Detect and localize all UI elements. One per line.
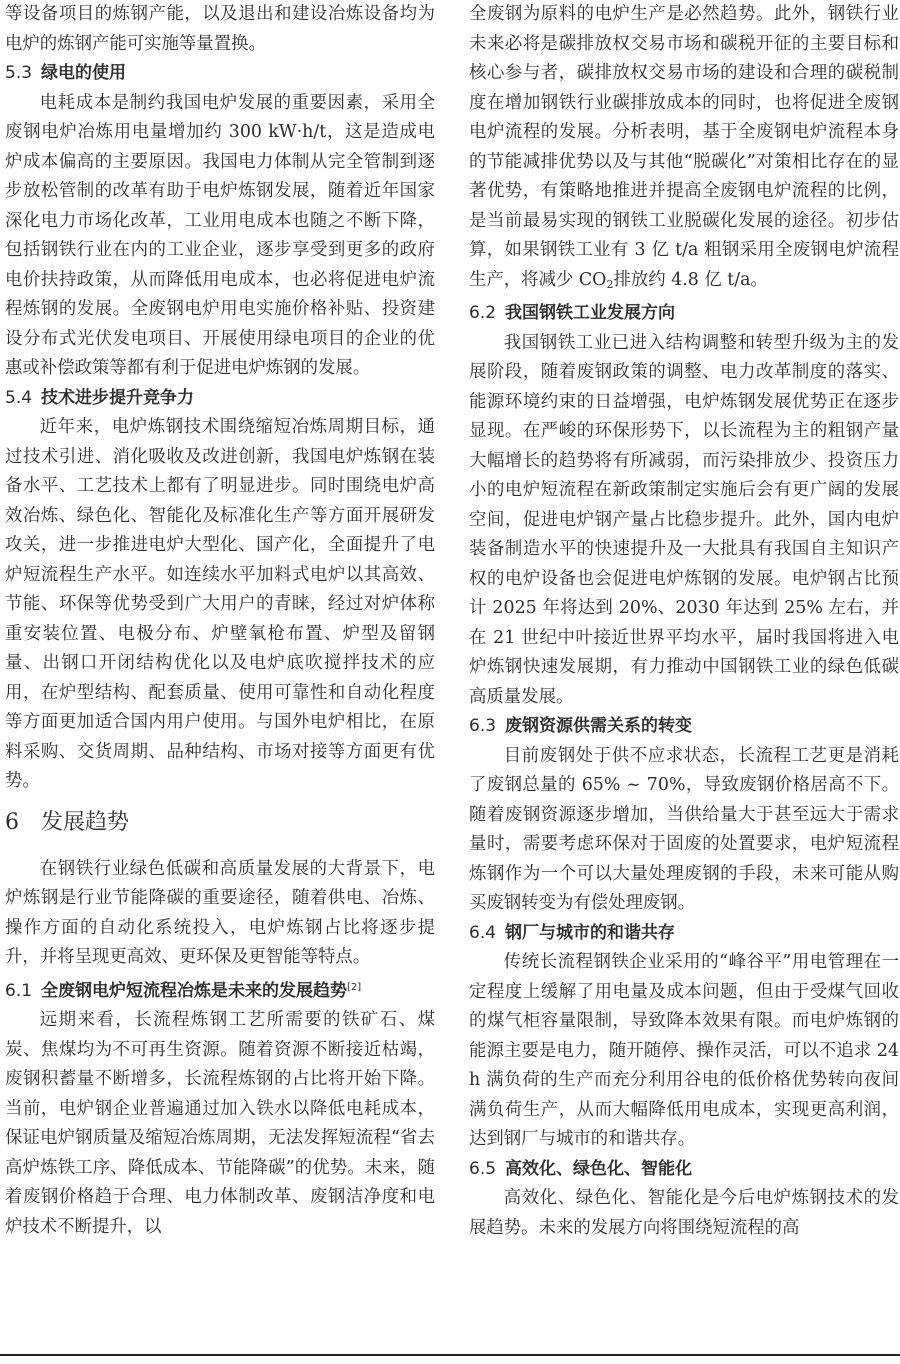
left-column	[5, 0, 435, 1242]
section-number: 6.5	[469, 1158, 497, 1179]
section-heading-5-3	[5, 59, 435, 89]
page-bottom-rule	[0, 1354, 900, 1356]
section-heading-6-3	[469, 712, 899, 742]
paragraph-6-3: 目前废钢处于供不应求状态，长流程工艺更是消耗了废钢总量的 65% ~ 70%，导致废钢价格居高不下。随着废钢资源逐步增加，当供给量大于甚至远大于需求量时，需要考虑环保对于固废的处置要求，电炉短流程炼钢作为一个可以大量处理废钢的手段，未来可能从购买废钢转变为有偿处理废钢。	[469, 745, 899, 913]
section-heading-6-2	[469, 299, 899, 329]
section-number: 6.2	[469, 303, 497, 323]
section-title: 废钢资源供需关系的转变	[505, 716, 692, 736]
section-title: 绿电的使用	[41, 63, 126, 83]
paragraph-6-2: 我国钢铁工业已进入结构调整和转型升级为主的发展阶段，随着废钢政策的调整、电力改革制度的落实、能源环境约束的日益增强，电炉炼钢发展优势正在逐步显现。在严峻的环保形势下，以长流程为主的粗钢产量大幅增长的趋势将有所减弱，而污染排放少、投资压力小的电炉短流程在新政策制定实施后会有更广阔的发展空间，促进电炉钢产量占比稳步提升。此外，国内电炉装备制造水平的快速提升及一大批具有我国自主知识产权的电炉设备也会促进电炉炼钢的发展。电炉钢占比预计 2025 年将达到 20%、2030 年达到 25% 左右，并在 21 世纪中叶接近世界平均水平，届时我国将进入电炉炼钢快速发展期，有力推动中国钢铁工业的绿色低碳高质量发展。	[469, 332, 899, 707]
text-run: 排放约 4.8 亿 t/a。	[613, 269, 768, 290]
section-heading-6-5	[469, 1155, 899, 1185]
section-number: 6.3	[469, 716, 497, 736]
section-number: 5.3	[5, 63, 33, 83]
section-title: 钢厂与城市的和谐共存	[505, 922, 675, 943]
section-title: 技术进步提升竞争力	[41, 387, 194, 408]
right-column	[469, 0, 899, 1243]
chapter-heading-6	[5, 801, 435, 845]
section-title: 高效化、绿色化、智能化	[505, 1158, 692, 1179]
section-heading-6-4	[469, 919, 899, 949]
text-run: 全废钢为原料的电炉生产是必然趋势。此外，钢铁行业未来必将是碳排放权交易市场和碳税开征的主要目标和核心参与者，碳排放权交易市场的建设和合理的碳税制度在增加钢铁行业碳排放成本的同时，也将促进全废钢电炉流程的发展。分析表明，基于全废钢电炉流程本身的节能减排优势以及与其他“脱碳化”对策相比存在的显著优势，有策略地推进并提高全废钢电炉流程的比例，是当前最易实现的钢铁工业脱碳化发展的途径。初步估算，如果钢铁工业有 3 亿 t/a 粗钢采用全废钢电炉流程生产，将减少 CO	[469, 4, 899, 290]
section-number: 5.4	[5, 387, 33, 408]
paragraph-5-3: 电耗成本是制约我国电炉发展的重要因素，采用全废钢电炉冶炼用电量增加约 300 kW·h/t，这是造成电炉成本偏高的主要原因。我国电力体制从完全管制到逐步放松管制的改革有助于电炉炼钢发展，随着近年国家深化电力市场化改革，工业用电成本也随之不断下降，包括钢铁行业在内的工业企业，逐步享受到更多的政府电价扶持政策，从而降低用电成本，也必将促进电炉流程炼钢的发展。全废钢电炉用电实施价格补贴、投资建设分布式光伏发电项目、开展使用绿电项目的企业的优惠或补偿政策等都有利于促进电炉炼钢的发展。	[5, 92, 435, 378]
section-number: 6.1	[5, 980, 33, 1001]
reference-mark[interactable]: [2]	[347, 981, 362, 993]
chapter-title: 发展趋势	[41, 809, 130, 835]
section-heading-6-1	[5, 973, 435, 1007]
chapter-number: 6	[5, 809, 19, 835]
paragraph-continued: 等设备项目的炼钢产能，以及退出和建设冶炼设备均为电炉的炼钢产能可实施等量置换。	[5, 4, 435, 54]
paragraph-6-1: 远期来看，长流程炼钢工艺所需要的铁矿石、煤炭、焦煤均为不可再生资源。随着资源不断接近枯竭，废钢积蓄量不断增多，长流程炼钢的占比将开始下降。当前，电炉钢企业普遍通过加入铁水以降低电耗成本，保证电炉钢质量及缩短冶炼周期，无法发挥短流程“省去高炉炼铁工序、降低成本、节能降碳”的优势。未来，随着废钢价格趋于合理、电力体制改革、废钢洁净度和电炉技术不断提升，以	[5, 1010, 435, 1237]
paragraph-6-5: 高效化、绿色化、智能化是今后电炉炼钢技术的发展趋势。未来的发展方向将围绕短流程的高	[469, 1188, 899, 1238]
section-title: 我国钢铁工业发展方向	[505, 303, 675, 323]
paragraph-5-4: 近年来，电炉炼钢技术围绕缩短冶炼周期目标，通过技术引进、消化吸收及改进创新，我国电炉炼钢在装备水平、工艺技术上都有了明显进步。同时围绕电炉高效冶炼、绿色化、智能化及标准化生产等方面开展研发攻关，进一步推进电炉大型化、国产化，全面提升了电炉短流程生产水平。如连续水平加料式电炉以其高效、节能、环保等优势受到广大用户的青睐，经过对炉体称重安装位置、电极分布、炉壁氧枪布置、炉型及留钢量、出钢口开闭结构优化以及电炉底吹搅拌技术的应用，在炉型结构、配套质量、使用可靠性和自动化程度等方面更加适合国内用户使用。与国外电炉相比，在原料采购、交货周期、品种结构、市场对接等方面更有优势。	[5, 417, 435, 791]
paragraph-continued	[469, 0, 899, 299]
section-heading-5-4	[5, 384, 435, 414]
paragraph-6-4: 传统长流程钢铁企业采用的“峰谷平”用电管理在一定程度上缓解了用电量及成本问题，但由于受煤气回收的煤气柜容量限制，导致降本效果有限。而电炉炼钢的能源主要是电力，随开随停、操作灵活，可以不追求 24 h 满负荷的生产而充分利用谷电的低价格优势转向夜间满负荷生产，从而大幅降低用电成本，实现更高利润，达到钢厂与城市的和谐共存。	[469, 952, 899, 1149]
section-title: 全废钢电炉短流程冶炼是未来的发展趋势	[41, 980, 347, 1001]
paragraph-6: 在钢铁行业绿色低碳和高质量发展的大背景下，电炉炼钢是行业节能降碳的重要途径，随着供电、冶炼、操作方面的自动化系统投入，电炉炼钢占比将逐步提升，并将呈现更高效、更环保及更智能等特点。	[5, 858, 435, 967]
section-number: 6.4	[469, 922, 497, 943]
subscript: 2	[606, 277, 614, 291]
